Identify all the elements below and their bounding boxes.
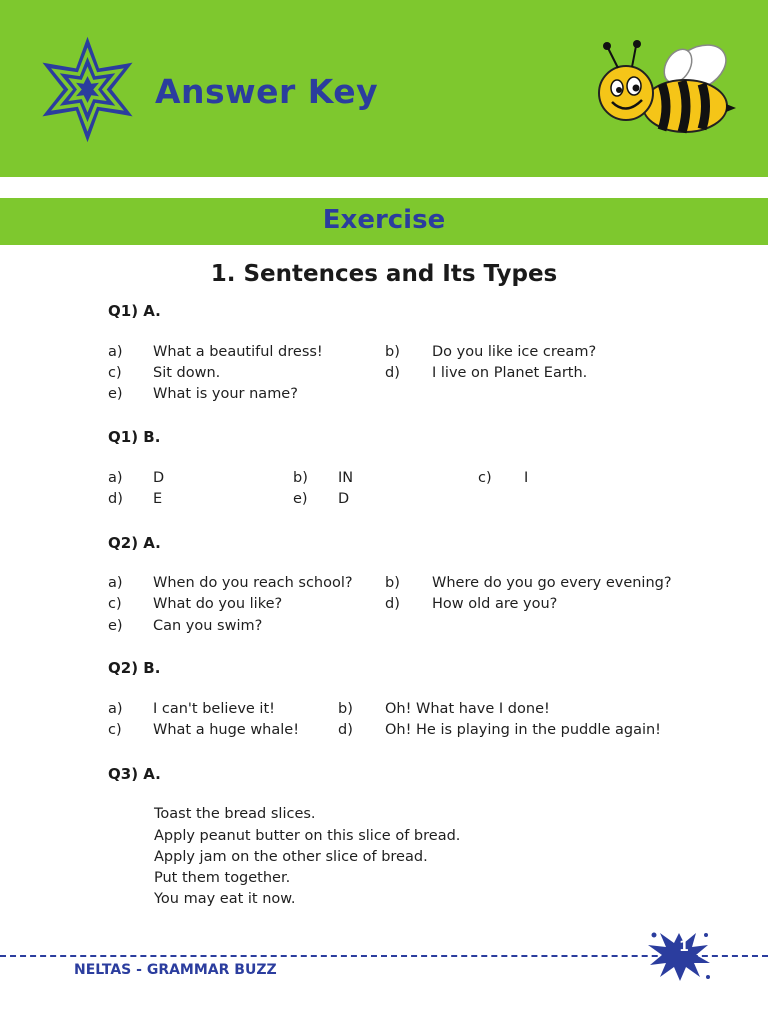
instruction-line: Put them together. bbox=[154, 870, 291, 886]
ink-splat-icon bbox=[644, 925, 714, 985]
item-letter: b) bbox=[293, 470, 308, 486]
item-answer: What a huge whale! bbox=[153, 722, 300, 738]
item-letter: e) bbox=[108, 386, 123, 402]
item-letter: c) bbox=[108, 596, 122, 612]
item-answer: Where do you go every evening? bbox=[432, 575, 672, 591]
question-heading: Q1) B. bbox=[108, 428, 161, 446]
item-letter: c) bbox=[478, 470, 492, 486]
item-answer: What a beautiful dress! bbox=[153, 344, 323, 360]
item-letter: d) bbox=[338, 722, 353, 738]
flower-logo-icon bbox=[30, 32, 145, 147]
item-answer: When do you reach school? bbox=[153, 575, 353, 591]
item-answer: Oh! He is playing in the puddle again! bbox=[385, 722, 661, 738]
item-answer: I bbox=[524, 470, 529, 486]
bee-icon bbox=[590, 38, 740, 143]
page-number: 1 bbox=[679, 939, 689, 955]
item-letter: b) bbox=[385, 575, 400, 591]
item-answer: I can't believe it! bbox=[153, 701, 275, 717]
section-title: 1. Sentences and Its Types bbox=[210, 261, 558, 287]
item-letter: b) bbox=[338, 701, 353, 717]
item-answer: Do you like ice cream? bbox=[432, 344, 597, 360]
question-heading: Q1) A. bbox=[108, 302, 161, 320]
exercise-heading: Exercise bbox=[322, 205, 446, 235]
item-answer: How old are you? bbox=[432, 596, 558, 612]
instruction-line: Toast the bread slices. bbox=[154, 806, 316, 822]
item-letter: d) bbox=[385, 596, 400, 612]
item-answer: What is your name? bbox=[153, 386, 298, 402]
item-letter: a) bbox=[108, 344, 123, 360]
page-title: Answer Key bbox=[155, 72, 379, 111]
item-answer: What do you like? bbox=[153, 596, 283, 612]
item-letter: a) bbox=[108, 575, 123, 591]
item-answer: IN bbox=[338, 470, 354, 486]
item-letter: e) bbox=[293, 491, 308, 507]
item-answer: D bbox=[338, 491, 350, 507]
item-letter: d) bbox=[108, 491, 123, 507]
question-heading: Q2) A. bbox=[108, 534, 161, 552]
question-heading: Q3) A. bbox=[108, 765, 161, 783]
item-letter: c) bbox=[108, 365, 122, 381]
item-letter: a) bbox=[108, 701, 123, 717]
instruction-line: Apply jam on the other slice of bread. bbox=[154, 849, 428, 865]
item-answer: Sit down. bbox=[153, 365, 221, 381]
item-answer: Oh! What have I done! bbox=[385, 701, 550, 717]
item-letter: c) bbox=[108, 722, 122, 738]
footer-text: NELTAS - GRAMMAR BUZZ bbox=[74, 962, 277, 978]
item-answer: E bbox=[153, 491, 163, 507]
instruction-line: Apply peanut butter on this slice of bread. bbox=[154, 828, 461, 844]
item-answer: I live on Planet Earth. bbox=[432, 365, 588, 381]
question-heading: Q2) B. bbox=[108, 659, 161, 677]
item-letter: b) bbox=[385, 344, 400, 360]
item-answer: D bbox=[153, 470, 165, 486]
item-answer: Can you swim? bbox=[153, 618, 263, 634]
instruction-line: You may eat it now. bbox=[154, 891, 296, 907]
item-letter: e) bbox=[108, 618, 123, 634]
item-letter: a) bbox=[108, 470, 123, 486]
item-letter: d) bbox=[385, 365, 400, 381]
